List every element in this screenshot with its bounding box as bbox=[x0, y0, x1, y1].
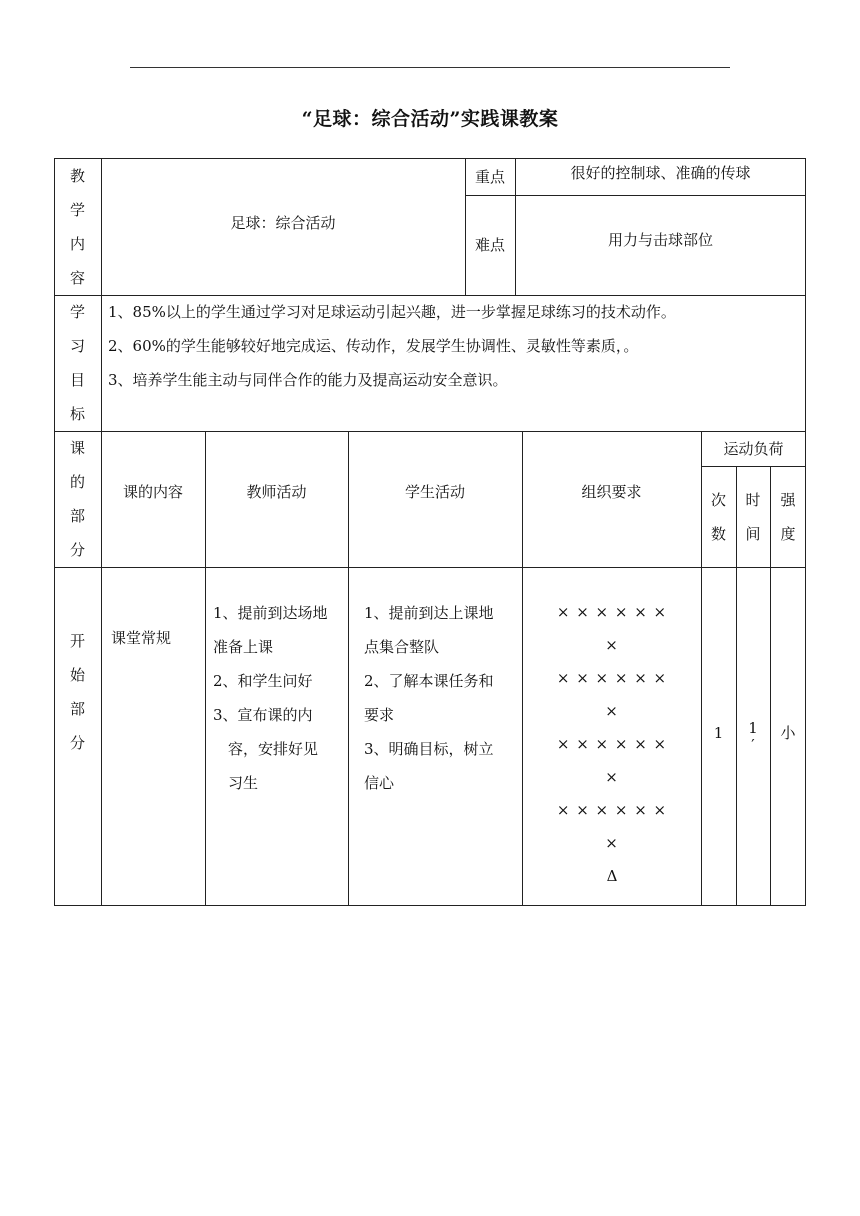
formation-diagram bbox=[524, 596, 700, 893]
intensity-column-header bbox=[770, 466, 806, 567]
key-point-value: 很好的控制球、准确的传球 bbox=[570, 164, 751, 182]
teacher-activity-line: 2、和学生问好 bbox=[213, 672, 313, 690]
student-activity-line: 3、明确目标，树立 bbox=[364, 740, 494, 758]
start-label-char: 分 bbox=[69, 733, 85, 752]
start-label-char: 开 bbox=[69, 631, 85, 650]
info-label bbox=[54, 158, 101, 295]
info-label-char: 容 bbox=[69, 268, 85, 287]
formation-row: × × × × × × bbox=[556, 735, 668, 753]
part-column-header bbox=[54, 431, 101, 567]
start-label-char: 始 bbox=[69, 665, 85, 684]
student-activity-line: 点集合整队 bbox=[364, 638, 440, 656]
objectives-label-char: 目 bbox=[69, 371, 85, 389]
part-header-char: 的 bbox=[69, 473, 85, 491]
part-header-char: 课 bbox=[69, 439, 85, 457]
difficulty-label: 难点 bbox=[474, 236, 505, 254]
intensity-header-char: 强 bbox=[780, 490, 796, 509]
lesson-content: 足球：综合活动 bbox=[230, 214, 336, 232]
teacher-activity-line: 3、宣布课的内 bbox=[213, 706, 313, 724]
student-column-header: 学生活动 bbox=[404, 483, 465, 501]
objectives-label-char: 习 bbox=[69, 337, 85, 355]
difficulty-value: 用力与击球部位 bbox=[607, 231, 713, 249]
exercise-time bbox=[736, 718, 770, 758]
teacher-activity-line: 习生 bbox=[213, 774, 259, 792]
exercise-time-unit: ′ bbox=[751, 736, 755, 754]
exercise-intensity: 小 bbox=[780, 724, 796, 742]
student-activity-line: 1、提前到达上课地 bbox=[364, 604, 494, 622]
key-point-label: 重点 bbox=[474, 167, 505, 186]
lesson-plan-table bbox=[54, 158, 806, 906]
objectives-list bbox=[108, 295, 802, 397]
teacher-activity-line: 准备上课 bbox=[213, 638, 274, 656]
count-header-char: 数 bbox=[710, 524, 726, 543]
teacher-activity-line: 容，安排好见 bbox=[213, 740, 319, 758]
formation-row: × bbox=[605, 702, 619, 720]
document-title: “足球：综合活动”实践课教案 bbox=[301, 108, 559, 130]
student-activities bbox=[364, 596, 524, 800]
objectives-label-char: 标 bbox=[69, 405, 85, 423]
formation-row: × × × × × × bbox=[556, 669, 668, 687]
teacher-position-marker: Δ bbox=[606, 867, 618, 885]
header-rule bbox=[130, 67, 730, 68]
count-header-char: 次 bbox=[710, 490, 726, 509]
time-column-header bbox=[736, 466, 770, 567]
exercise-time-value: 1 bbox=[748, 719, 758, 737]
time-header-char: 时 bbox=[745, 490, 761, 509]
objective-item: 1、85%以上的学生通过学习对足球运动引起兴趣，进一步掌握足球练习的技术动作。 bbox=[108, 303, 676, 321]
part-header-char: 分 bbox=[69, 541, 85, 559]
formation-row: × × × × × × bbox=[556, 603, 668, 621]
time-header-char: 间 bbox=[745, 524, 761, 543]
part-header-char: 部 bbox=[69, 507, 85, 525]
start-label-char: 部 bbox=[69, 699, 85, 718]
student-activity-line: 要求 bbox=[364, 706, 395, 724]
student-activity-line: 信心 bbox=[364, 774, 395, 792]
formation-row: × bbox=[605, 636, 619, 654]
teacher-column-header: 教师活动 bbox=[246, 483, 307, 501]
content-column-header: 课的内容 bbox=[122, 483, 183, 501]
count-column-header bbox=[701, 466, 736, 567]
info-label-char: 学 bbox=[69, 200, 85, 219]
info-label-char: 教 bbox=[69, 166, 85, 185]
teacher-activities bbox=[213, 596, 345, 800]
objectives-label bbox=[54, 295, 101, 431]
formation-row: × × × × × × bbox=[556, 801, 668, 819]
objective-item: 3、培养学生能主动与同伴合作的能力及提高运动安全意识。 bbox=[108, 371, 508, 389]
info-label-char: 内 bbox=[69, 234, 85, 253]
formation-row: × bbox=[605, 834, 619, 852]
intensity-header-char: 度 bbox=[780, 524, 796, 543]
start-content: 课堂常规 bbox=[111, 629, 172, 647]
start-section-label bbox=[54, 567, 101, 906]
load-column-header: 运动负荷 bbox=[723, 439, 784, 458]
teacher-activity-line: 1、提前到达场地 bbox=[213, 604, 328, 622]
formation-row: × bbox=[605, 768, 619, 786]
objectives-label-char: 学 bbox=[69, 303, 85, 321]
student-activity-line: 2、了解本课任务和 bbox=[364, 672, 494, 690]
objective-item: 2、60%的学生能够较好地完成运、传动作，发展学生协调性、灵敏性等素质，。 bbox=[108, 337, 639, 355]
organization-column-header: 组织要求 bbox=[581, 483, 642, 501]
exercise-count: 1 bbox=[713, 724, 724, 742]
